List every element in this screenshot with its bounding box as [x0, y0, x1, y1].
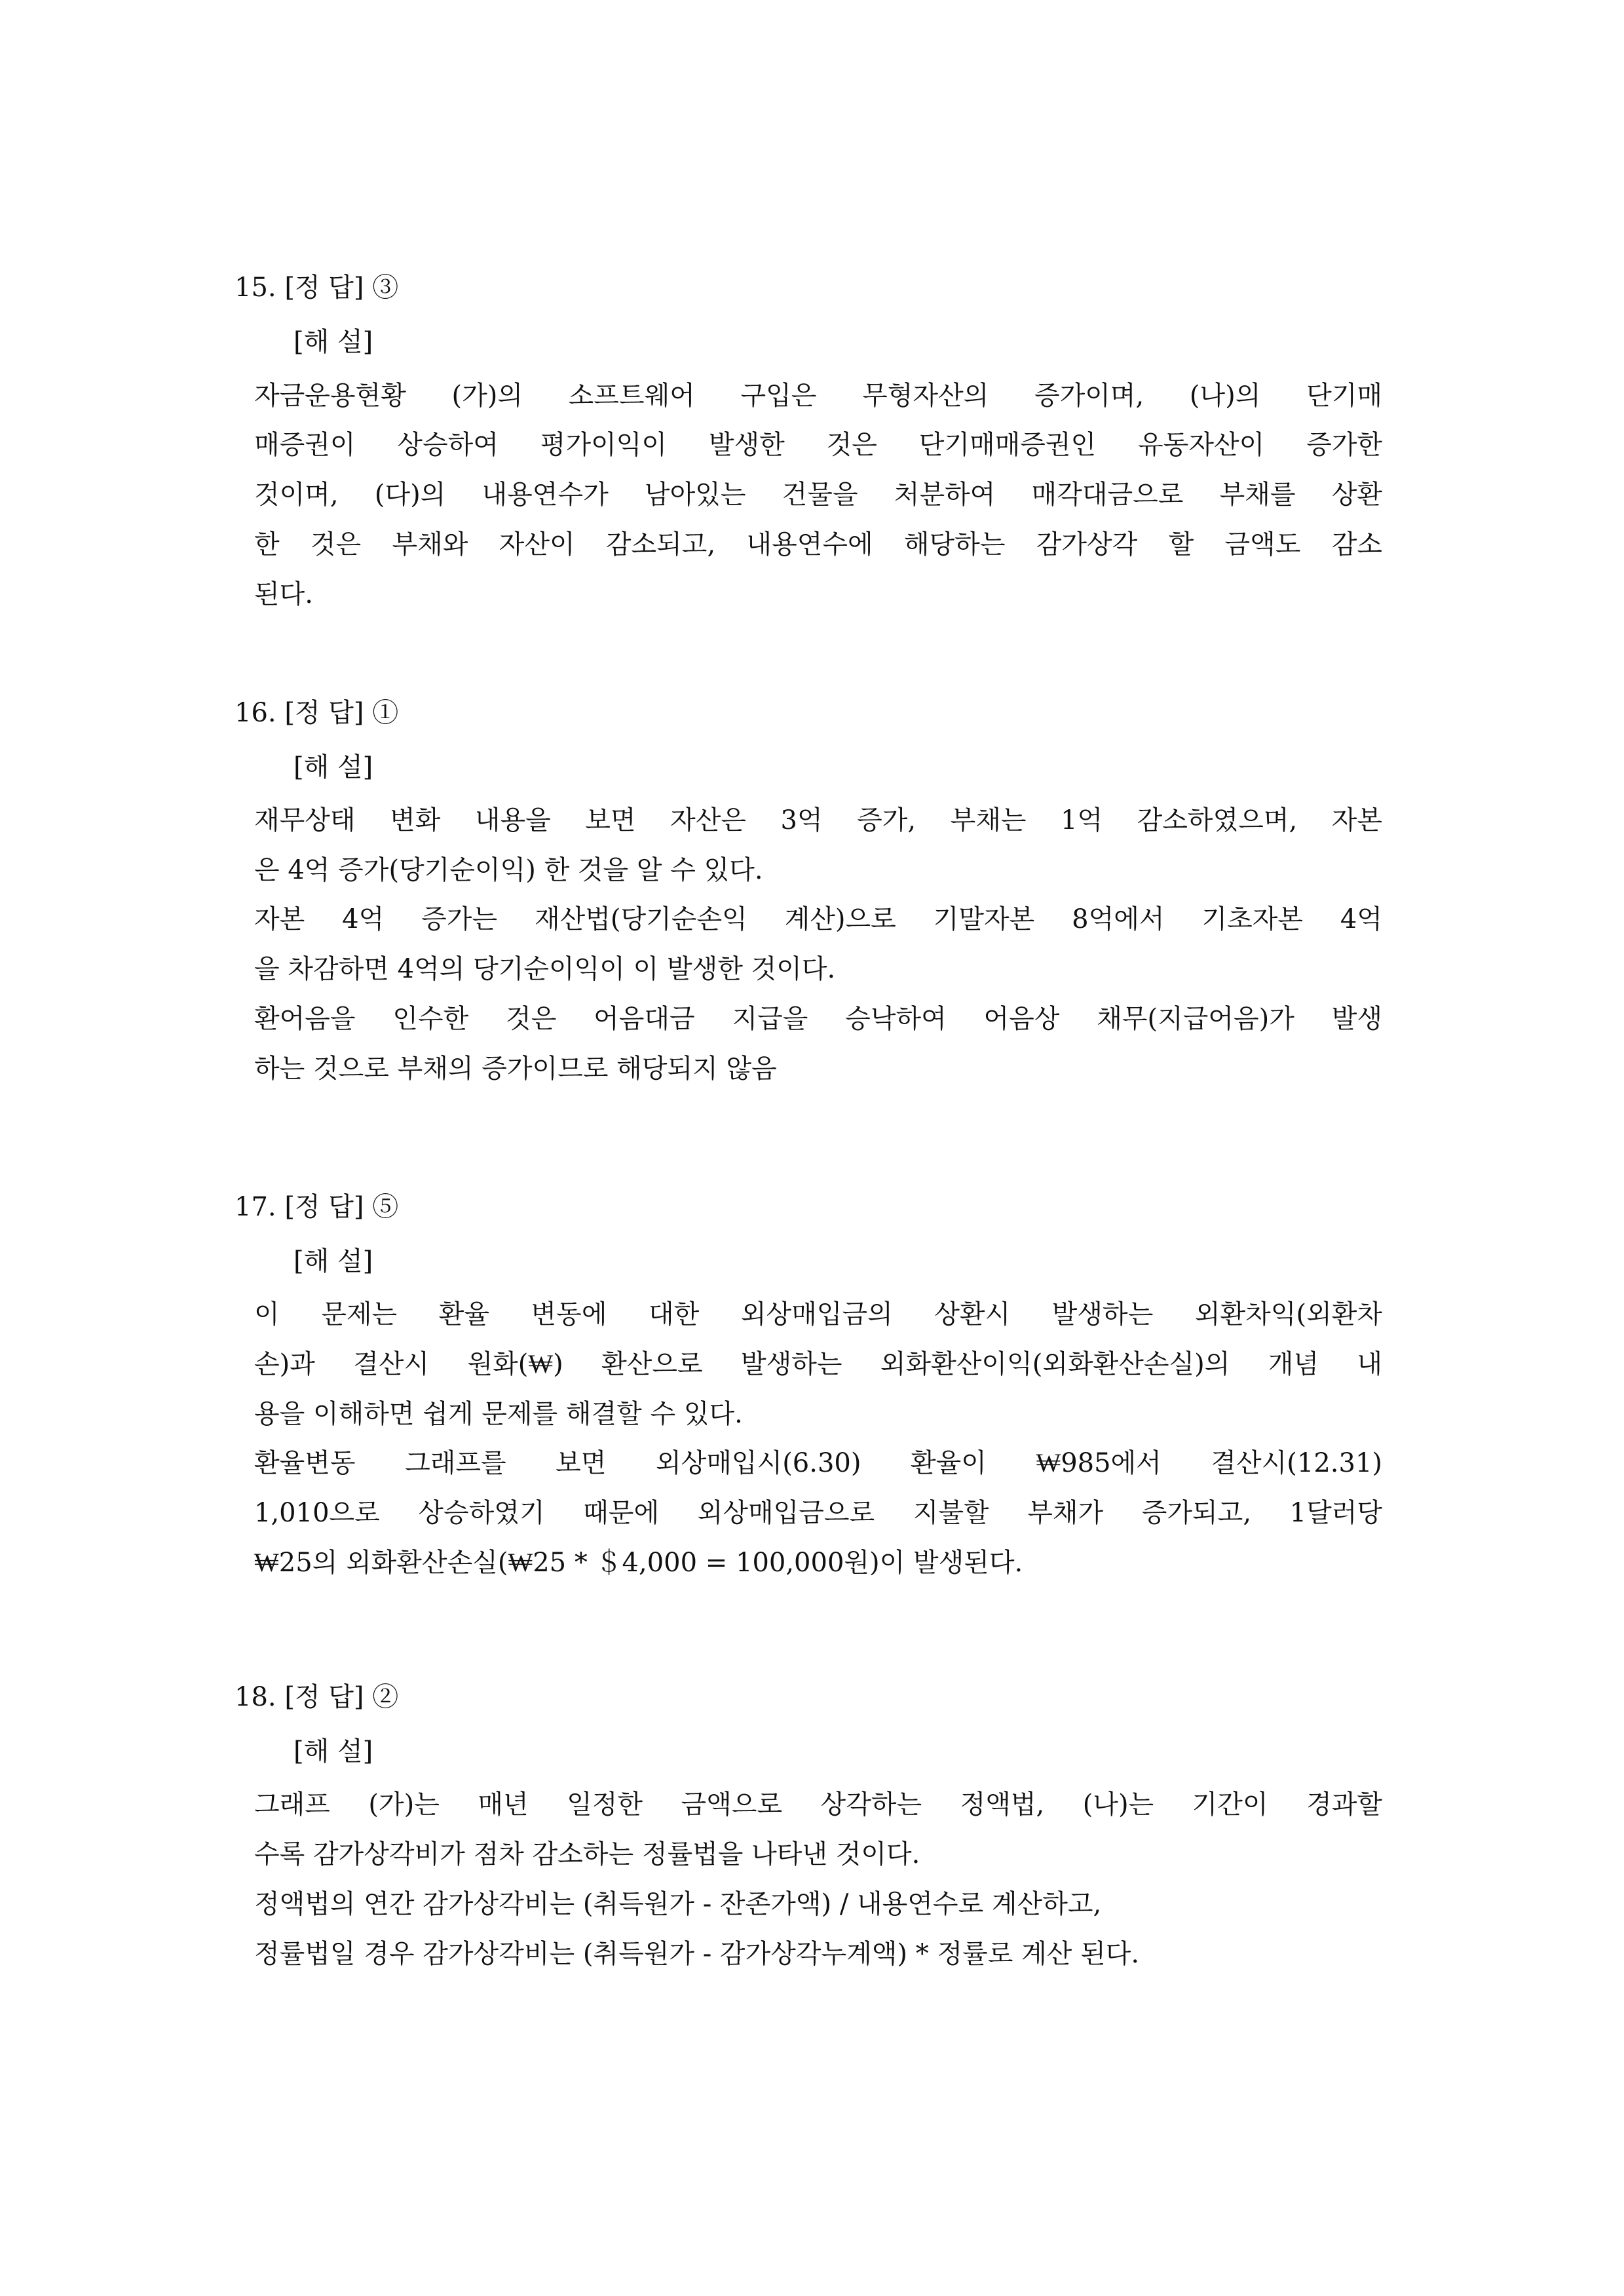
answer-heading: 17. [정 답] ⑤: [235, 1192, 399, 1222]
explanation-line: 정액법의 연간 감가상각비는 (취득원가 - 잔존가액) / 내용연수로 계산하고,: [254, 1889, 1102, 1919]
explanation-label: [해 설]: [293, 1736, 373, 1767]
explanation-line: 한 것은 부채와 자산이 감소되고, 내용연수에 해당하는 감가상각 할 금액도 감소: [254, 529, 1382, 560]
explanation-line: 것이며, (다)의 내용연수가 남아있는 건물을 처분하여 매각대금으로 부채를 상환: [254, 480, 1382, 510]
explanation-line: 재무상태 변화 내용을 보면 자산은 3억 증가, 부채는 1억 감소하였으며, 자본: [254, 805, 1382, 835]
explanation-line: 환어음을 인수한 것은 어음대금 지급을 승낙하여 어음상 채무(지급어음)가 발생: [254, 1004, 1382, 1034]
answer-heading: 15. [정 답] ③: [235, 273, 399, 303]
explanation-line: ₩25의 외화환산손실(₩25 * ＄4,000 = 100,000원)이 발생된다.: [254, 1548, 1023, 1578]
explanation-line: 1,010으로 상승하였기 때문에 외상매입금으로 지불할 부채가 증가되고, 1달러당: [254, 1498, 1382, 1528]
explanation-line: 을 차감하면 4억의 당기순이익이 이 발생한 것이다.: [254, 954, 836, 984]
explanation-line: 환율변동 그래프를 보면 외상매입시(6.30) 환율이 ₩985에서 결산시(12.31): [254, 1448, 1382, 1478]
explanation-line: 자본 4억 증가는 재산법(당기순손익 계산)으로 기말자본 8억에서 기초자본 4억: [254, 904, 1382, 934]
answer-heading: 16. [정 답] ①: [235, 698, 399, 728]
explanation-line: 이 문제는 환율 변동에 대한 외상매입금의 상환시 발생하는 외환차익(외환차: [254, 1299, 1382, 1330]
explanation-line: 용을 이해하면 쉽게 문제를 해결할 수 있다.: [254, 1399, 743, 1429]
explanation-line: 손)과 결산시 원화(₩) 환산으로 발생하는 외화환산이익(외화환산손실)의 개념 내: [254, 1349, 1382, 1379]
explanation-line: 하는 것으로 부채의 증가이므로 해당되지 않음: [254, 1054, 777, 1084]
explanation-line: 된다.: [254, 579, 313, 609]
explanation-label: [해 설]: [293, 327, 373, 357]
explanation-line: 그래프 (가)는 매년 일정한 금액으로 상각하는 정액법, (나)는 기간이 경과할: [254, 1789, 1382, 1820]
explanation-line: 매증권이 상승하여 평가이익이 발생한 것은 단기매매증권인 유동자산이 증가한: [254, 430, 1382, 460]
explanation-line: 수록 감가상각비가 점차 감소하는 정률법을 나타낸 것이다.: [254, 1839, 920, 1869]
explanation-line: 정률법일 경우 감가상각비는 (취득원가 - 감가상각누계액) * 정률로 계산 된다.: [254, 1939, 1140, 1969]
explanation-line: 자금운용현황 (가)의 소프트웨어 구입은 무형자산의 증가이며, (나)의 단기매: [254, 381, 1382, 411]
answer-heading: 18. [정 답] ②: [235, 1682, 399, 1712]
explanation-label: [해 설]: [293, 1246, 373, 1276]
explanation-label: [해 설]: [293, 752, 373, 782]
explanation-line: 은 4억 증가(당기순이익) 한 것을 알 수 있다.: [254, 855, 763, 885]
